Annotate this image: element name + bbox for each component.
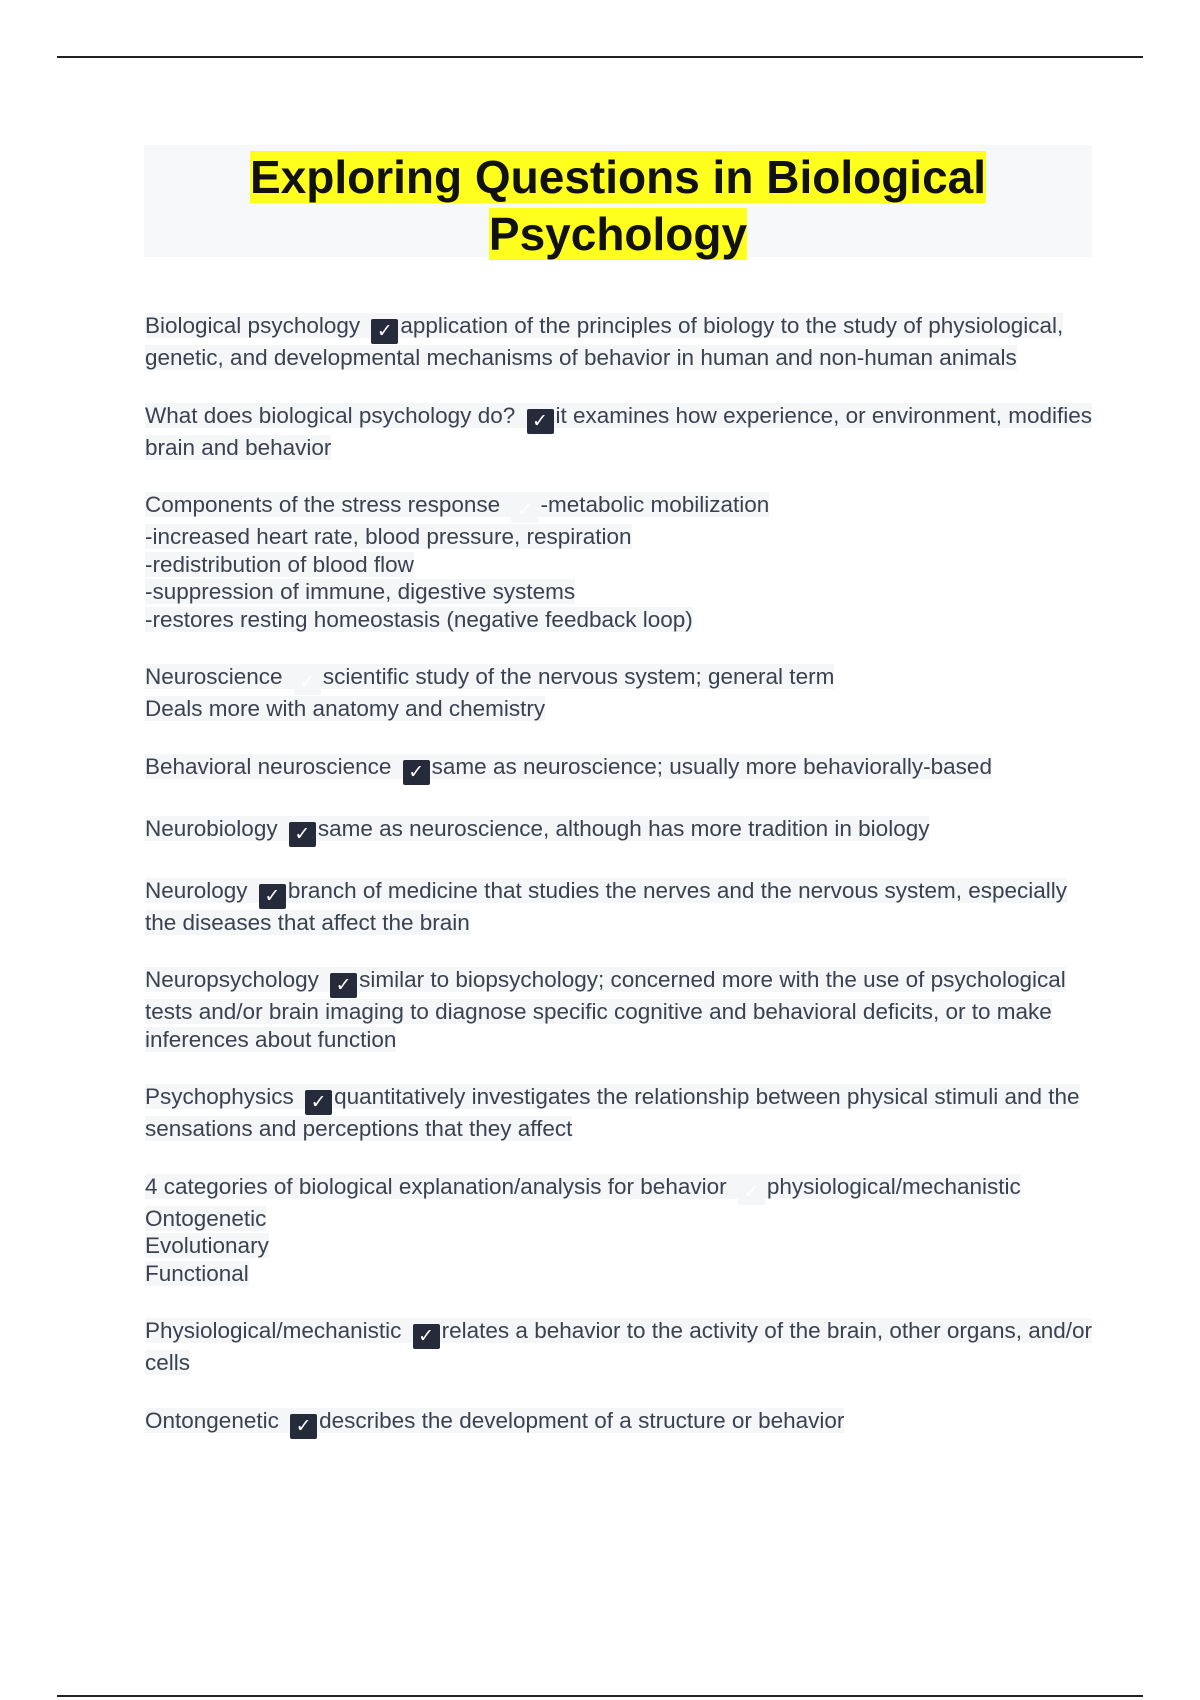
- definition-line: -redistribution of blood flow: [145, 551, 414, 577]
- definition: similar to biopsychology; concerned more with the use of psychological tests and/or brain imaging to diagnose specific cognitive and behavioral deficits, or to make inferences about function: [145, 967, 1066, 1052]
- definition-line: -restores resting homeostasis (negative feedback loop): [145, 606, 693, 632]
- term: Neurology: [145, 877, 248, 903]
- checkmark-icon: ✓: [403, 760, 430, 785]
- bottom-rule: [57, 1695, 1143, 1697]
- flashcard-entry: [145, 1407, 1095, 1439]
- checkmark-icon: ✓: [330, 973, 357, 998]
- checkmark-icon: ✓: [305, 1090, 332, 1115]
- definition: application of the principles of biology to the study of physiological, genetic, and developmental mechanisms of behavior in human and non-human animals: [145, 313, 1064, 370]
- definition: branch of medicine that studies the nerves and the nervous system, especially the diseases that affect the brain: [145, 877, 1068, 935]
- checkmark-icon: ✓: [413, 1324, 440, 1349]
- term: Ontongenetic: [145, 1407, 279, 1433]
- term: Biological psychology: [145, 313, 361, 338]
- flashcard-entry: [145, 966, 1095, 1053]
- definition: describes the development of a structure or behavior: [319, 1407, 845, 1433]
- checkmark-icon: ✓: [290, 1414, 317, 1439]
- checkmark-icon: ✓: [511, 498, 538, 523]
- term: Components of the stress response: [145, 492, 501, 517]
- definition: physiological/mechanistic: [766, 1173, 1021, 1199]
- definition: quantitatively investigates the relationship between physical stimuli and the sensations and perceptions that they affect: [145, 1084, 1080, 1141]
- flashcard-list: [145, 312, 1095, 1469]
- flashcard-entry: [145, 663, 1095, 723]
- checkmark-icon: ✓: [289, 822, 316, 847]
- title-highlight: Exploring Questions in Biological Psychology: [249, 151, 987, 260]
- term: What does biological psychology do?: [145, 402, 516, 428]
- title-band: [144, 145, 1092, 260]
- term: Neurobiology: [145, 815, 278, 841]
- flashcard-entry: [145, 1317, 1095, 1377]
- term: Physiological/mechanistic: [145, 1318, 402, 1343]
- definition-line: -suppression of immune, digestive systems: [145, 579, 576, 604]
- page-title: [144, 145, 1092, 263]
- term: Neuropsychology: [145, 967, 319, 992]
- flashcard-entry: [145, 491, 1095, 633]
- checkmark-icon: ✓: [527, 409, 554, 434]
- term: Psychophysics: [145, 1084, 294, 1109]
- checkmark-icon: ✓: [371, 319, 398, 344]
- term: Behavioral neuroscience: [145, 753, 392, 779]
- checkmark-icon: ✓: [294, 670, 321, 695]
- definition-line: -increased heart rate, blood pressure, respiration: [145, 524, 632, 549]
- definition: same as neuroscience, although has more tradition in biology: [317, 815, 930, 841]
- checkmark-icon: ✓: [738, 1180, 765, 1205]
- definition: it examines how experience, or environment, modifies brain and behavior: [145, 402, 1093, 460]
- term: 4 categories of biological explanation/analysis for behavior: [145, 1173, 727, 1199]
- top-rule: [57, 56, 1143, 58]
- term: Neuroscience: [145, 664, 283, 689]
- definition-line: Evolutionary: [145, 1233, 269, 1258]
- flashcard-entry: [145, 815, 1095, 847]
- definition: -metabolic mobilization: [540, 492, 770, 517]
- definition-line: Ontogenetic: [145, 1205, 267, 1231]
- definition: same as neuroscience; usually more behaviorally-based: [431, 753, 992, 779]
- flashcard-entry: [145, 753, 1095, 785]
- flashcard-entry: [145, 877, 1095, 937]
- checkmark-icon: ✓: [259, 884, 286, 909]
- definition: scientific study of the nervous system; general term: [322, 664, 835, 689]
- definition-line: Deals more with anatomy and chemistry: [145, 696, 546, 721]
- flashcard-entry: [145, 1173, 1095, 1288]
- flashcard-entry: [145, 1083, 1095, 1143]
- definition: relates a behavior to the activity of the brain, other organs, and/or cells: [145, 1318, 1093, 1375]
- flashcard-entry: [145, 312, 1095, 372]
- flashcard-entry: [145, 402, 1095, 462]
- definition-line: Functional: [145, 1260, 249, 1286]
